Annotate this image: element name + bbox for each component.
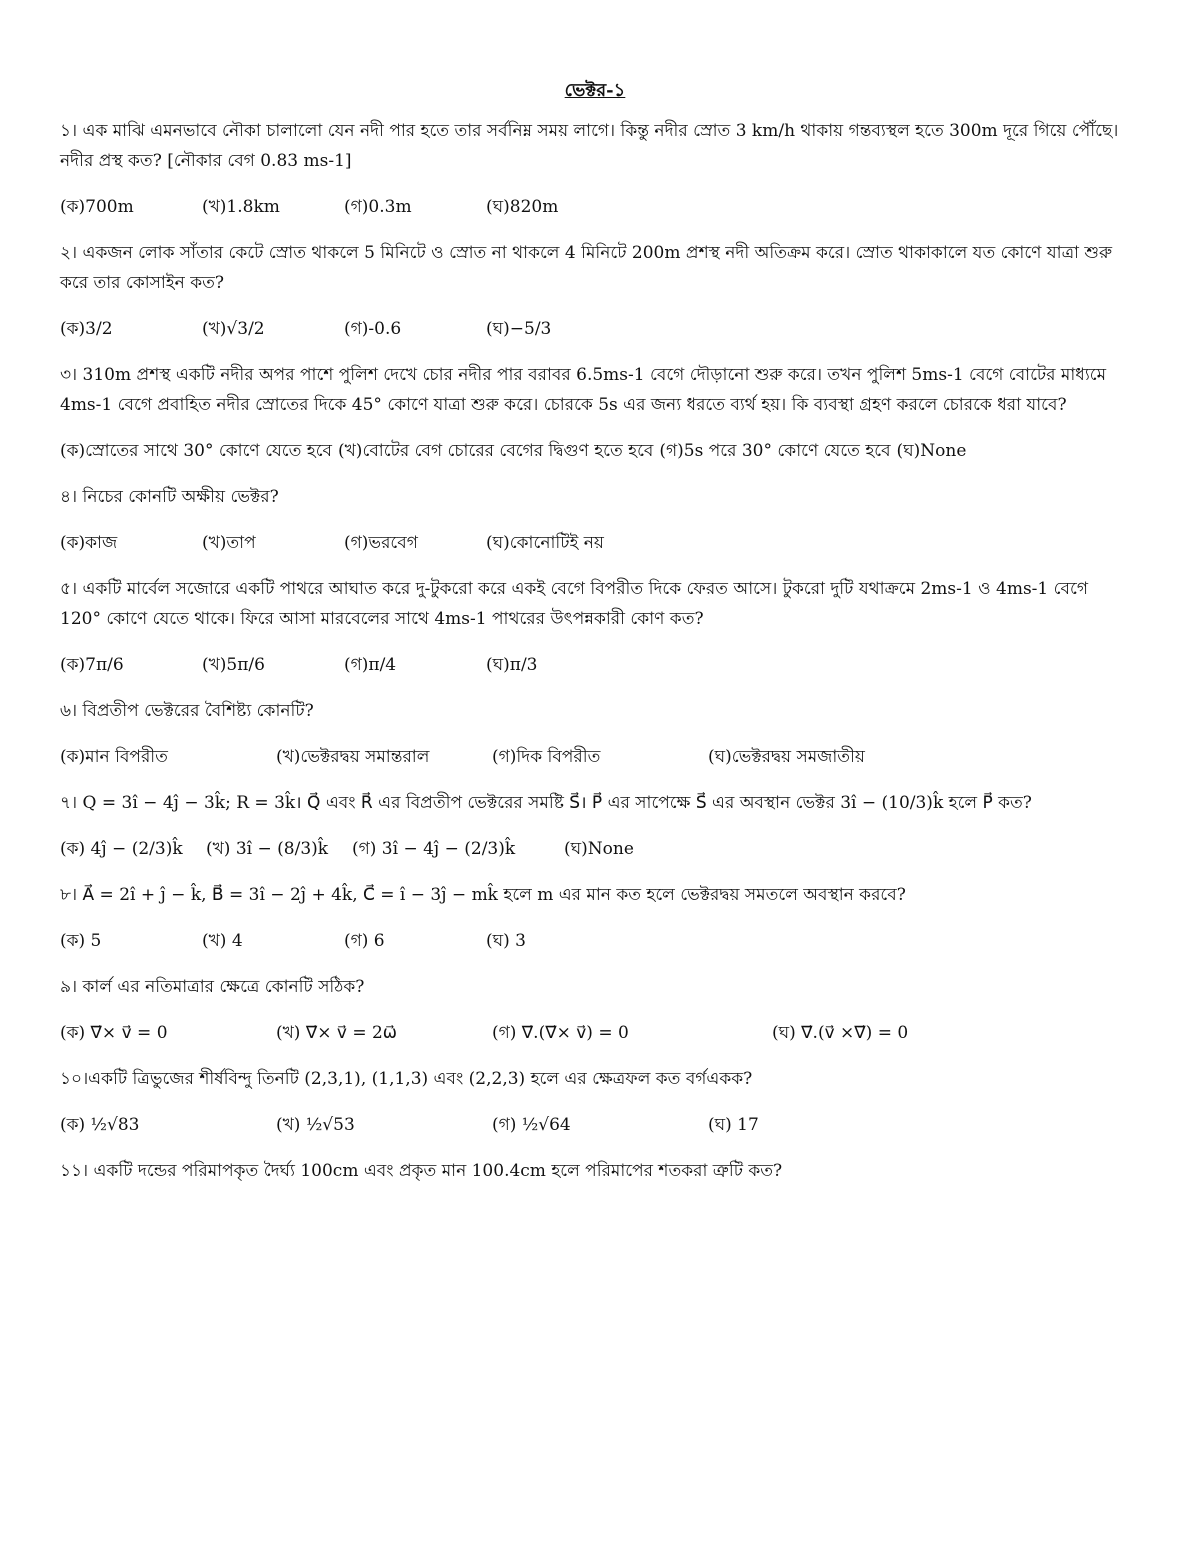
question-8	[60, 880, 1130, 956]
options-row	[60, 834, 1130, 864]
option-gha[interactable]: (ঘ) 17	[708, 1115, 759, 1135]
option-ga[interactable]: (গ)π/4	[344, 655, 397, 675]
option-ga[interactable]: (গ)0.3m	[344, 197, 412, 217]
option-ka[interactable]: (ক) 4ĵ − (2/3)k̂	[60, 839, 183, 859]
option-ga[interactable]: (গ)5s পরে 30° কোণে যেতে হবে	[659, 441, 891, 461]
option-ga[interactable]: (গ) 6	[344, 931, 385, 951]
option-ga[interactable]: (গ) ∇⃗.(∇⃗× v⃗) = 0	[492, 1023, 629, 1043]
question-text: ৯। কার্ল এর নতিমাত্রার ক্ষেত্রে কোনটি সঠিক?	[60, 977, 365, 997]
question-text: ৩। 310m প্রশস্থ একটি নদীর অপর পাশে পুলিশ দেখে চোর নদীর পার বরাবর 6.5ms-1 বেগে দৌড়ানো শুরু করে। তখন পুলিশ 5ms-1 বেগে বোটের মাধ্যমে 4ms-1 বেগে প্রবাহিত নদীর স্রোতের দিকে 45° কোণে যাত্রা শুরু করে। চোরকে 5s এর জন্য ধরতে ব্যর্থ হয়। কি ব্যবস্থা গ্রহণ করলে চোরকে ধরা যাবে?	[60, 365, 1107, 415]
option-kha[interactable]: (খ) 4	[202, 931, 243, 951]
option-ka[interactable]: (ক) 5	[60, 931, 102, 951]
option-kha[interactable]: (খ) ½√53	[276, 1115, 355, 1135]
options-row	[60, 1110, 1130, 1140]
option-kha[interactable]: (খ)ভেক্টরদ্বয় সমান্তরাল	[276, 747, 430, 767]
option-gha[interactable]: (ঘ) ∇⃗.(v⃗ ×∇⃗) = 0	[772, 1023, 909, 1043]
option-ka[interactable]: (ক)7π/6	[60, 655, 124, 675]
option-gha[interactable]: (ঘ) 3	[486, 931, 526, 951]
question-2	[60, 238, 1130, 344]
option-kha[interactable]: (খ)5π/6	[202, 655, 265, 675]
option-kha[interactable]: (খ) 3î − (8/3)k̂	[206, 839, 329, 859]
options-row	[60, 192, 1130, 222]
options-row	[60, 436, 1130, 466]
question-5	[60, 574, 1130, 680]
option-kha[interactable]: (খ) ∇⃗× v⃗ = 2ω⃗	[276, 1023, 398, 1043]
option-kha[interactable]: (খ)1.8km	[202, 197, 280, 217]
option-kha[interactable]: (খ)বোটের বেগ চোরের বেগের দ্বিগুণ হতে হবে	[338, 441, 654, 461]
options-row	[60, 926, 1130, 956]
option-gha[interactable]: (ঘ)π/3	[486, 655, 538, 675]
question-text: ২। একজন লোক সাঁতার কেটে স্রোত থাকলে 5 মিনিটে ও স্রোত না থাকলে 4 মিনিটে 200m প্রশস্থ নদী অতিক্রম করে। স্রোত থাকাকালে যত কোণে যাত্রা শুরু করে তার কোসাইন কত?	[60, 243, 1113, 293]
question-10	[60, 1064, 1130, 1140]
option-ga[interactable]: (গ)ভরবেগ	[344, 533, 418, 553]
question-text: ৬। বিপ্রতীপ ভেক্টরের বৈশিষ্ট্য কোনটি?	[60, 701, 314, 721]
question-text: ৮। A⃗ = 2î + ĵ − k̂, B⃗ = 3î − 2ĵ + 4k̂, C⃗ = î − 3ĵ − mk̂ হলে m এর মান কত হলে ভেক্টরদ্বয় সমতলে অবস্থান করবে?	[60, 885, 906, 905]
option-ka[interactable]: (ক) ∇⃗× v⃗ = 0	[60, 1023, 168, 1043]
question-1	[60, 116, 1130, 222]
page-title: ভেক্টর-১	[564, 80, 626, 101]
question-text: ৪। নিচের কোনটি অক্ষীয় ভেক্টর?	[60, 487, 279, 507]
option-ka[interactable]: (ক)কাজ	[60, 533, 118, 553]
option-ka[interactable]: (ক)700m	[60, 197, 134, 217]
option-ga[interactable]: (গ)দিক বিপরীত	[492, 747, 601, 767]
option-ga[interactable]: (গ)-0.6	[344, 319, 402, 339]
options-row	[60, 1018, 1130, 1048]
options-row	[60, 650, 1130, 680]
question-9	[60, 972, 1130, 1048]
option-gha[interactable]: (ঘ)কোনোটিই নয়	[486, 533, 604, 553]
option-gha[interactable]: (ঘ)−5/3	[486, 319, 552, 339]
options-row	[60, 528, 1130, 558]
option-gha[interactable]: (ঘ)None	[896, 441, 967, 461]
option-ka[interactable]: (ক) ½√83	[60, 1115, 140, 1135]
option-ka[interactable]: (ক)স্রোতের সাথে 30° কোণে যেতে হবে	[60, 441, 333, 461]
option-ka[interactable]: (ক)3/2	[60, 319, 113, 339]
option-gha[interactable]: (ঘ)None	[564, 839, 634, 859]
question-11	[60, 1156, 1130, 1186]
question-text: ১১। একটি দন্ডের পরিমাপকৃত দৈর্ঘ্য 100cm এবং প্রকৃত মান 100.4cm হলে পরিমাপের শতকরা ত্রুটি কত?	[60, 1161, 783, 1181]
options-row	[60, 314, 1130, 344]
option-gha[interactable]: (ঘ)820m	[486, 197, 559, 217]
options-row	[60, 742, 1130, 772]
question-6	[60, 696, 1130, 772]
option-ga[interactable]: (গ) ½√64	[492, 1115, 571, 1135]
question-4	[60, 482, 1130, 558]
question-7	[60, 788, 1130, 864]
question-text: ৭। Q = 3î − 4ĵ − 3k̂; R = 3k̂। Q⃗ এবং R⃗ এর বিপ্রতীপ ভেক্টরের সমষ্টি S⃗। P⃗ এর সাপেক্ষে S⃗ এর অবস্থান ভেক্টর 3î − (10/3)k̂ হলে P⃗ কত?	[60, 793, 1032, 813]
question-text: ৫। একটি মার্বেল সজোরে একটি পাথরে আঘাত করে দু-টুকরো করে একই বেগে বিপরীত দিকে ফেরত আসে। টুকরো দুটি যথাক্রমে 2ms-1 ও 4ms-1 বেগে 120° কোণে যেতে থাকে। ফিরে আসা মারবেলের সাথে 4ms-1 পাথরের উৎপন্নকারী কোণ কত?	[60, 579, 1088, 629]
option-kha[interactable]: (খ)তাপ	[202, 533, 256, 553]
question-3	[60, 360, 1130, 466]
option-ga[interactable]: (গ) 3î − 4ĵ − (2/3)k̂	[352, 839, 516, 859]
question-text: ১। এক মাঝি এমনভাবে নৌকা চালালো যেন নদী পার হতে তার সর্বনিম্ন সময় লাগে। কিন্তু নদীর স্রোত 3 km/h থাকায় গন্তব্যস্থল হতে 300m দূরে গিয়ে পৌঁছে। নদীর প্রস্থ কত? [নৌকার বেগ 0.83 ms-1]	[60, 121, 1119, 171]
option-kha[interactable]: (খ)√3/2	[202, 319, 265, 339]
question-text: ১০।একটি ত্রিভুজের শীর্ষবিন্দু তিনটি (2,3,1), (1,1,3) এবং (2,2,3) হলে এর ক্ষেত্রফল কত বর্গএকক?	[60, 1069, 753, 1089]
option-ka[interactable]: (ক)মান বিপরীত	[60, 747, 168, 767]
option-gha[interactable]: (ঘ)ভেক্টরদ্বয় সমজাতীয়	[708, 747, 865, 767]
